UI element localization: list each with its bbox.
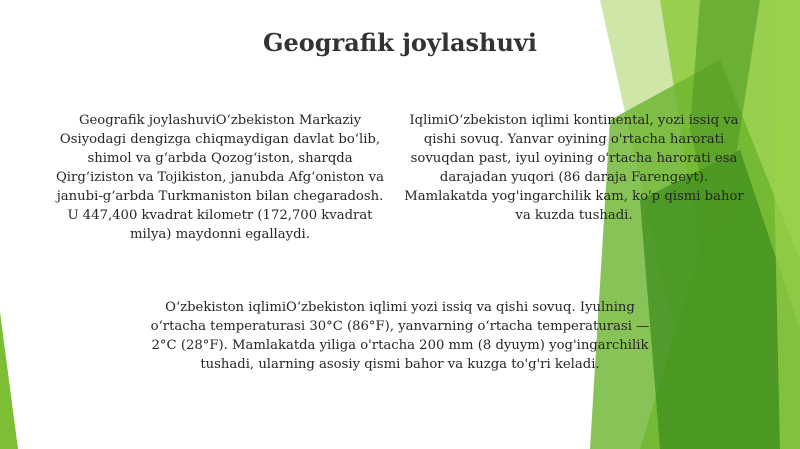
text-block-uzbekistan-climate: O‘zbekiston iqlimiO‘zbekiston iqlimi yozi issiq va qishi sovuq. Iyulning o‘rtacha temperaturasi 30°C (86°F), yanvarning o‘rtacha temperaturasi —2°C (28°F). Mamlakatda yiliga o'rtacha 200 mm (8 dyuym) yog'ingarchilik tushadi, ularning asosiy qismi bahor va kuzga to'g'ri keladi. xyxy=(150,300,650,372)
slide-title: Geografik joylashuvi xyxy=(263,28,537,57)
left-green-sliver xyxy=(0,312,18,449)
text-block-geography: Geografik joylashuviO‘zbekiston Markaziy Osiyodagi dengizga chiqmaydigan davlat bo‘lib, shimol va g‘arbda Qozog‘iston, sharqda Qirg‘iziston va Tojikiston, janubda Afg‘oniston va janubi-g‘arbda Turkmaniston bilan chegaradosh. U 447,400 kvadrat kilometr (172,700 kvadrat milya) maydonni egallaydi. xyxy=(56,113,384,242)
text-block-climate: IqlimiO‘zbekiston iqlimi kontinental, yozi issiq va qishi sovuq. Yanvar oyining o'rtacha harorati sovuqdan past, iyul oyining o'rtacha harorati esa darajadan yuqori (86 daraja Farengeyt). Mamlakatda yog'ingarchilik kam, ko'p qismi bahor va kuzda tushadi. xyxy=(404,113,744,223)
